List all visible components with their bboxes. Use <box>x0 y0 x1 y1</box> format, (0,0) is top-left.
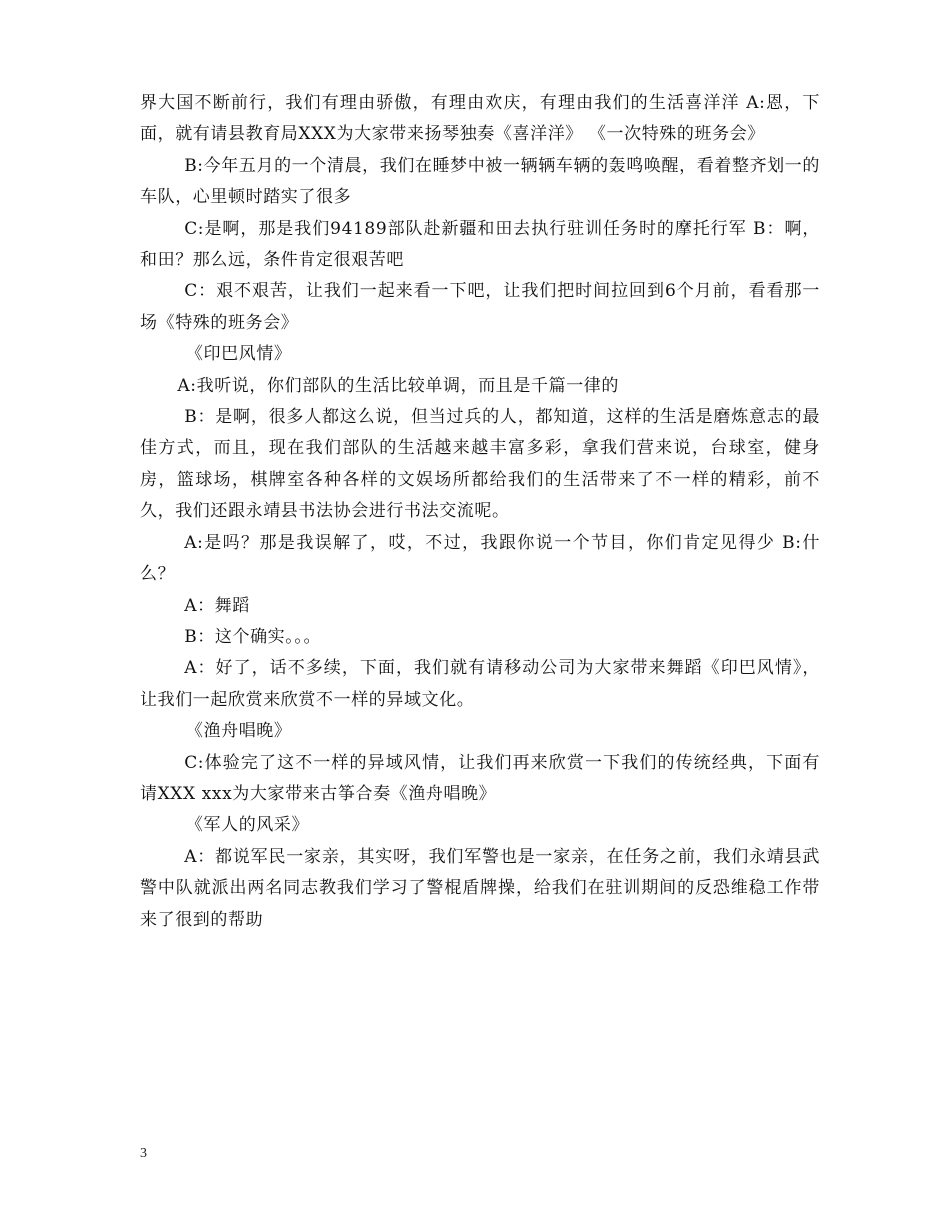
paragraph: C:体验完了这不一样的异域风情，让我们再来欣赏一下我们的传统经典，下面有请XXX xxx为大家带来古筝合奏《渔舟唱晚》 <box>140 752 820 804</box>
section-title: 《印巴风情》 <box>185 344 292 365</box>
document-body <box>140 88 820 936</box>
paragraph: C:是啊，那是我们94189部队赴新疆和田去执行驻训任务时的摩托行军 B：啊，和田？那么远，条件肯定很艰苦吧 <box>140 218 820 271</box>
section-title: 《军人的风采》 <box>185 815 310 836</box>
paragraph: A：都说军民一家亲，其实呀，我们军警也是一家亲，在任务之前，我们永靖县武警中队就派出两名同志教我们学习了警棍盾牌操，给我们在驻训期间的反恐维稳工作带来了很到的帮助 <box>140 846 820 930</box>
paragraph: B：是啊，很多人都这么说，但当过兵的人，都知道，这样的生活是磨炼意志的最佳方式，而且，现在我们部队的生活越来越丰富多彩，拿我们营来说，台球室，健身房，篮球场，棋牌室各种各样的文娱场所都给我们的生活带来了不一样的精彩，前不久，我们还跟永靖县书法协会进行书法交流呢。 <box>140 407 820 522</box>
paragraph: 界大国不断前行，我们有理由骄傲，有理由欢庆，有理由我们的生活喜洋洋 A:恩，下面，就有请县教育局XXX为大家带来扬琴独奏《喜洋洋》 《一次特殊的班务会》 <box>140 93 820 145</box>
paragraph: A:我听说，你们部队的生活比较单调，而且是千篇一律的 <box>177 375 619 396</box>
paragraph: A：舞蹈 <box>184 595 250 616</box>
section-title: 《渔舟唱晚》 <box>185 721 292 742</box>
paragraph: C：艰不艰苦，让我们一起来看一下吧，让我们把时间拉回到6个月前，看看那一场《特殊的班务会》 <box>140 281 820 333</box>
paragraph: B：这个确实。。。 <box>184 626 322 647</box>
paragraph: B:今年五月的一个清晨，我们在睡梦中被一辆辆车辆的轰鸣唤醒，看着整齐划一的车队，心里顿时踏实了很多 <box>140 155 820 208</box>
page-number: 3 <box>140 1146 147 1161</box>
paragraph: A：好了，话不多续，下面，我们就有请移动公司为大家带来舞蹈《印巴风情》，让我们一起欣赏来欣赏不一样的异域文化。 <box>140 658 820 710</box>
paragraph: A:是吗？那是我误解了，哎，不过，我跟你说一个节目，你们肯定见得少 B:什么？ <box>140 532 820 585</box>
